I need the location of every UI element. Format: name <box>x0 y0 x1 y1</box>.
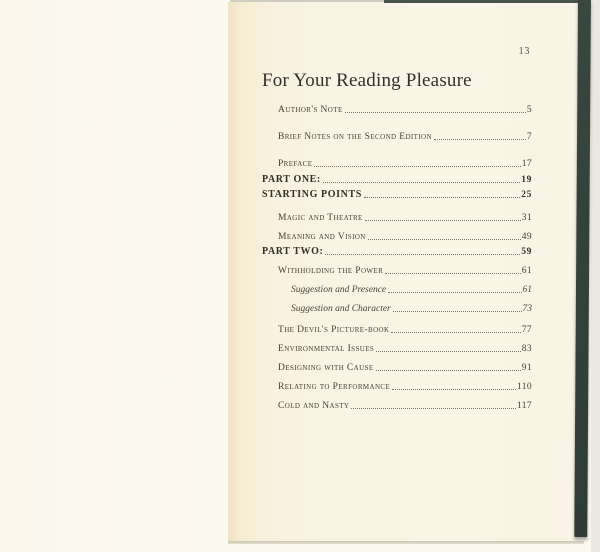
background-right <box>591 0 600 552</box>
toc-entry-label: Designing with Cause <box>278 363 374 373</box>
dotted-leader <box>388 292 521 293</box>
book-cover-edge <box>574 0 591 537</box>
toc-entry-page: 110 <box>516 382 532 392</box>
toc-row <box>262 316 532 335</box>
dotted-leader <box>365 220 521 221</box>
toc-row <box>262 204 532 223</box>
toc-entry-page: 59 <box>521 247 532 257</box>
toc-row <box>262 276 532 295</box>
toc-entry-label: Environmental Issues <box>278 344 375 354</box>
toc-entry-page: 91 <box>521 363 532 373</box>
toc-row <box>262 392 532 411</box>
dotted-leader <box>391 332 520 333</box>
toc-list <box>262 96 532 411</box>
toc-entry-label: Relating to Performance <box>278 382 391 392</box>
toc-entry-page: 7 <box>526 132 532 142</box>
toc-entry-label: STARTING POINTS <box>262 189 362 200</box>
toc-row <box>262 335 532 354</box>
page-number: 13 <box>518 46 530 57</box>
toc-entry-label: Magic and Theatre <box>278 213 363 223</box>
book-page <box>228 2 580 541</box>
dotted-leader <box>376 370 521 371</box>
toc-row <box>262 185 532 200</box>
toc-entry-page: 5 <box>526 105 532 115</box>
dotted-leader <box>392 389 516 390</box>
toc-entry-page: 17 <box>521 159 532 169</box>
toc-entry-label: Withholding the Power <box>278 266 384 276</box>
toc-entry-page: 25 <box>521 190 532 200</box>
toc-row <box>262 257 532 276</box>
page-title: For Your Reading Pleasure <box>262 70 472 91</box>
dotted-leader <box>325 254 520 255</box>
toc-entry-label: Brief Notes on the Second Edition <box>278 132 432 142</box>
dotted-leader <box>385 273 521 274</box>
toc-entry-label: Suggestion and Presence <box>291 285 387 295</box>
toc-entry-label: Preface <box>278 159 313 169</box>
toc-entry-page: 83 <box>521 344 532 354</box>
toc-entry-label: PART ONE: <box>262 174 321 185</box>
toc-row <box>262 242 532 257</box>
toc-entry-page: 31 <box>521 213 532 223</box>
dotted-leader <box>323 182 520 183</box>
toc-row <box>262 354 532 373</box>
toc-row <box>262 373 532 392</box>
toc-entry-label: The Devil's Picture-book <box>278 325 390 335</box>
toc-row <box>262 295 532 314</box>
dotted-leader <box>345 112 526 113</box>
page-bottom-edge <box>228 541 584 544</box>
toc-entry-page: 19 <box>521 175 532 185</box>
toc-entry-page: 73 <box>522 304 532 314</box>
toc-entry-label: Cold and Nasty <box>278 401 350 411</box>
dotted-leader <box>364 197 520 198</box>
toc-row <box>262 223 532 242</box>
dotted-leader <box>314 166 520 167</box>
cover-top-edge <box>384 0 580 3</box>
toc-row <box>262 150 532 169</box>
toc-entry-label: Suggestion and Character <box>291 304 391 314</box>
dotted-leader <box>368 239 521 240</box>
toc-row <box>262 123 532 142</box>
dotted-leader <box>393 311 522 312</box>
toc-entry-page: 61 <box>522 285 532 295</box>
toc-entry-label: Meaning and Vision <box>278 232 366 242</box>
toc-row <box>262 170 532 185</box>
dotted-leader <box>376 351 521 352</box>
toc-entry-page: 61 <box>521 266 532 276</box>
toc-entry-page: 77 <box>521 325 532 335</box>
toc-entry-label: Author's Note <box>278 105 343 115</box>
dotted-leader <box>434 139 526 140</box>
toc-entry-page: 49 <box>521 232 532 242</box>
dotted-leader <box>351 408 516 409</box>
toc-entry-label: PART TWO: <box>262 246 324 257</box>
page-top-edge <box>230 0 386 2</box>
toc-entry-page: 117 <box>516 401 532 411</box>
toc-row <box>262 96 532 115</box>
